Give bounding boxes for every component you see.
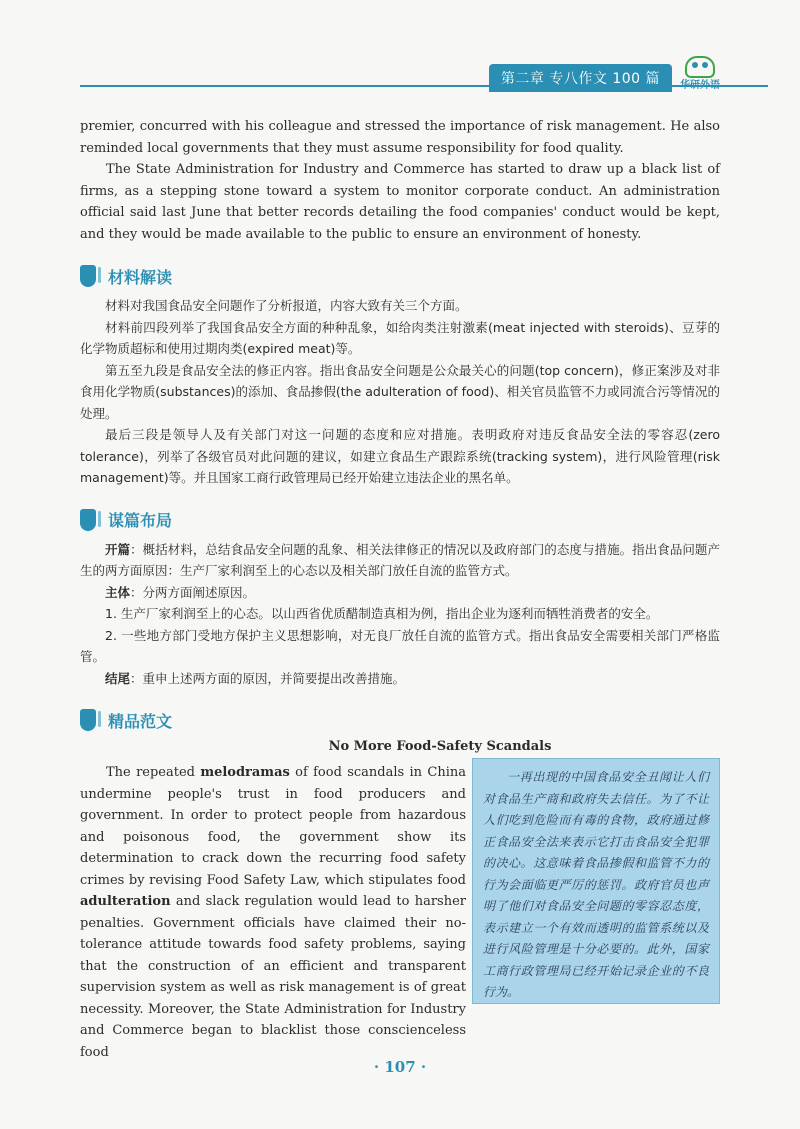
passage-paragraph: premier, concurred with his colleague and stressed the importance of risk management. He also reminded local governments that they must assume responsibility for food quality.	[80, 119, 720, 156]
bookmark-icon	[80, 509, 96, 531]
section-title: 材料解读	[108, 267, 173, 287]
section-heading	[80, 507, 720, 533]
section-title: 谋篇布局	[108, 511, 173, 530]
analysis-paragraph: 材料对我国食品安全问题作了分析报道，内容大致有关三个方面。	[105, 298, 468, 313]
outline-label: 主体	[105, 584, 131, 600]
frog-logo-icon	[685, 56, 715, 78]
essay-fragment: of food scandals in China undermine people's trust in food producers and government. In order to protect people from hazardous and poisonous food, the government show its determination to crack down the recurring food safety crimes by revising Food Safety Law, which stipulates food	[80, 765, 466, 888]
page-content	[80, 116, 720, 1063]
section-heading	[80, 263, 720, 289]
logo-text: 华研外语	[680, 80, 720, 91]
vocab-highlight: melodramas	[200, 765, 290, 780]
analysis-paragraph: 最后三段是领导人及有关部门对这一问题的态度和应对措施。表明政府对违反食品安全法的零容忍(zero tolerance)，列举了各级官员对此问题的建议，如建立食品生产跟踪系统(tracking system)，进行风险管理(risk management)等。并且国家工商行政管理局已经开始建立违法企业的黑名单。	[80, 427, 720, 485]
analysis-paragraph: 第五至九段是食品安全法的修正内容。指出食品安全问题是公众最关心的问题(top concern)，修正案涉及对非食用化学物质(substances)的添加、食品掺假(the adulteration of food)、相关官员监管不力或同流合污等情况的处理。	[80, 362, 720, 421]
essay-text	[80, 762, 466, 1063]
page-number: · 107 ·	[373, 1058, 427, 1076]
essay-title: No More Food-Safety Scandals	[328, 739, 552, 754]
outline-text: ：分两方面阐述原因。	[130, 584, 256, 600]
bookmark-icon	[80, 265, 96, 287]
outline-body	[80, 582, 720, 604]
section-title: 精品范文	[108, 711, 173, 731]
vocab-highlight: adulteration	[80, 894, 171, 909]
section-heading	[80, 707, 720, 733]
outline-text: ：概括材料，总结食品安全问题的乱象、相关法律修正的情况以及政府部门的态度与措施。指出食品问题产生的两方面原因：生产厂家利润至上的心态以及相关部门放任自流的监管方式。	[80, 541, 720, 578]
analysis-paragraph: 材料前四段列举了我国食品安全方面的种种乱象，如给肉类注射激素(meat injected with steroids)、豆芽的化学物质超标和使用过期肉类(expired meat)等。	[80, 319, 720, 356]
outline-text: ：重申上述两方面的原因，并简要提出改善措施。	[130, 670, 406, 686]
passage-paragraph: The State Administration for Industry and Commerce has started to draw up a black list of firms, as a stepping stone toward a system to monitor corporate conduct. An administration official said last June that better records detailing the food companies' conduct would be kept, and they would be made available to the public to ensure an environment of honesty.	[80, 162, 720, 242]
outline-point: 2. 一些地方部门受地方保护主义思想影响，对无良厂放任自流的监管方式。指出食品安全需要相关部门严格监管。	[80, 627, 720, 664]
chapter-tag: 第二章 专八作文 100 篇	[489, 64, 672, 92]
bookmark-icon	[80, 709, 96, 731]
essay-fragment: The repeated	[106, 765, 201, 780]
outline-label: 结尾	[105, 670, 131, 686]
outline-opening	[80, 539, 720, 582]
outline-point: 1. 生产厂家利润至上的心态。以山西省优质醋制造真相为例，指出企业为逐利而牺牲消费者的安全。	[105, 606, 659, 621]
essay-fragment: and slack regulation would lead to harsher penalties. Government officials have claimed their no-tolerance attitude towards food safety problems, saying that the construction of an efficient and transparent supervision system as well as risk management is of great necessity. Moreover, the State Administration for Industry and Commerce began to blacklist those conscienceless food	[80, 894, 466, 1060]
publisher-logo	[676, 56, 724, 96]
essay-area	[80, 762, 720, 1063]
outline-label: 开篇	[105, 541, 131, 557]
translation-box: 一再出现的中国食品安全丑闻让人们对食品生产商和政府失去信任。为了不让人们吃到危险而有毒的食物，政府通过修正食品安全法来表示它打击食品安全犯罪的决心。这意味着食品掺假和监管不力的行为会面临更严厉的惩罚。政府官员也声明了他们对食品安全问题的零容忍态度，表示建立一个有效而透明的监管系统以及进行风险管理是十分必要的。此外，国家工商行政管理局已经开始记录企业的不良行为。	[472, 758, 720, 1004]
outline-ending	[80, 668, 720, 690]
